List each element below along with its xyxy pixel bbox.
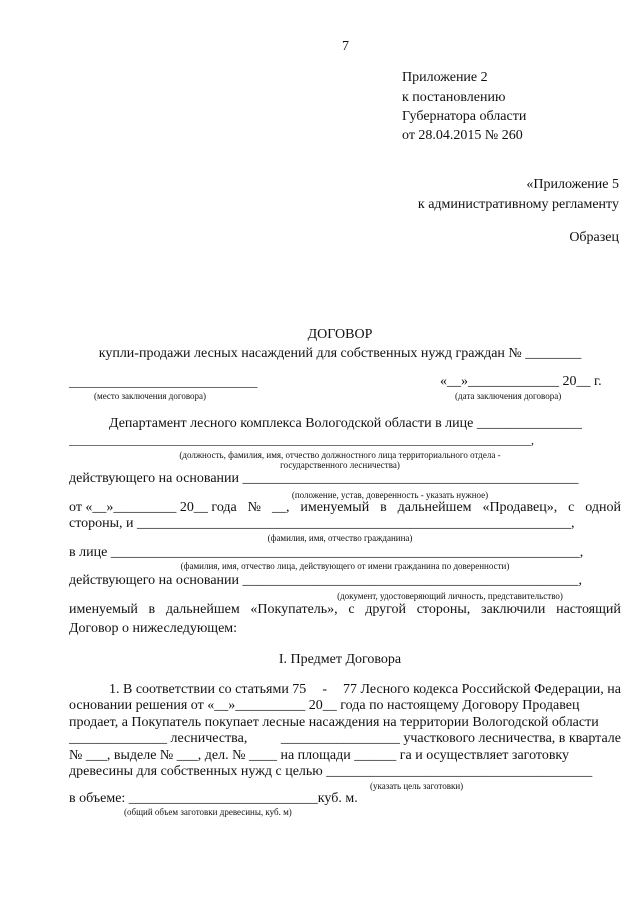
clause-1-line-5: № ___, выделе № ___, дел. № ____ на площади ______ га и осуществляет заготовку [69,748,570,763]
person-line: в лице ___________________________________________________________________, [69,545,584,560]
official-caption-2: государственного лесничества) [280,460,400,470]
place-field: _____________________________ [69,374,258,389]
appendix-5-line-1: «Приложение 5 [526,177,619,192]
buyer-word-concluded: заключили [480,602,546,617]
volume-caption: (общий объем заготовки древесины, куб. м) [124,807,292,817]
from-word-further: дальнейшем [397,500,472,515]
buyer-line-1 [69,602,621,618]
clause-1-line-1 [109,682,621,698]
from-date-part: от «__»_________ 20__ года [69,500,237,515]
appendix-5-line-2: к административному регламенту [417,197,619,212]
appendix-2-line-1: Приложение 2 [402,70,488,85]
section-1-title: I. Предмет Договора [278,652,402,667]
clause-1-forestry: ______________ лесничества, [69,731,248,746]
clause-1-dash: - [322,682,327,697]
official-caption-1: (должность, фамилия, имя, отчество должностного лица территориального отдела - [179,450,501,460]
buyer-word-named: именуемый [69,602,138,617]
buyer-word-with: с [348,602,355,617]
sample-label: Образец [569,230,619,245]
buyer-word-further: дальнейшем [165,602,240,617]
buyer-label: «Покупатель», [250,602,338,617]
buyer-word-party: стороны, [416,602,471,617]
buyer-word-in: в [148,602,156,617]
document-subtitle: купли-продажи лесных насаждений для собственных нужд граждан № ________ [98,346,582,361]
buyer-word-other: другой [365,602,407,617]
clause-1-text-b: 77 Лесного кодекса Российской Федерации, на [343,682,621,697]
volume-line: в объеме: ___________________________куб. м. [69,791,358,806]
document-title: ДОГОВОР [307,327,373,342]
acting-basis-line-2: действующего на основании ________________________________________________, [69,573,583,588]
official-underline: _____________________________________________________________________________, [69,433,534,447]
clause-1-district: _________________ участкового лесничества, в квартале [280,731,621,746]
date-caption: (дата заключения договора) [455,391,562,401]
purpose-caption: (указать цель заготовки) [370,781,464,791]
clause-1-line-4 [69,731,621,747]
clause-1-text-a: 1. В соответствии со статьями 75 [109,682,307,697]
place-caption: (место заключения договора) [94,391,207,401]
buyer-word-this: настоящий [556,602,621,617]
party-line: стороны, и ______________________________________________________________, [69,516,575,531]
basis-caption: (положение, устав, доверенность - указать нужное) [291,490,489,500]
page-number: 7 [342,39,349,54]
from-date-line [69,500,621,516]
document-caption: (документ, удостоверяющий личность, представительство) [337,591,563,601]
clause-1-line-2: основании решения от «__»__________ 20__ года по настоящему Договору Продавец [69,698,580,713]
date-field: «__»_____________ 20__ г. [440,374,602,389]
appendix-2-line-3: Губернатора области [402,109,527,124]
appendix-2-line-2: к постановлению [402,90,506,105]
clause-1-line-3: продает, а Покупатель покупает лесные насаждения на территории Вологодской области [69,715,599,730]
person-caption: (фамилия, имя, отчество лица, действующего от имени гражданина по доверенности) [180,561,510,571]
clause-1-line-6: древесины для собственных нужд с целью ______________________________________ [69,764,593,779]
buyer-line-2: Договор о нижеследующем: [69,621,238,636]
from-word-with: с [568,500,575,515]
acting-basis-line-1: действующего на основании ________________________________________________ [69,471,579,486]
from-word-in: в [380,500,387,515]
from-word-named: именуемый [300,500,370,515]
seller-label: «Продавец», [482,500,558,515]
appendix-2-line-4: от 28.04.2015 № 260 [402,128,523,143]
from-number-sign: № [247,500,262,515]
from-number-blank: __, [271,500,290,515]
department-line: Департамент лесного комплекса Вологодской области в лице _______________ [109,416,582,431]
from-word-one: одной [585,500,621,515]
citizen-caption: (фамилия, имя, отчество гражданина) [267,533,413,543]
